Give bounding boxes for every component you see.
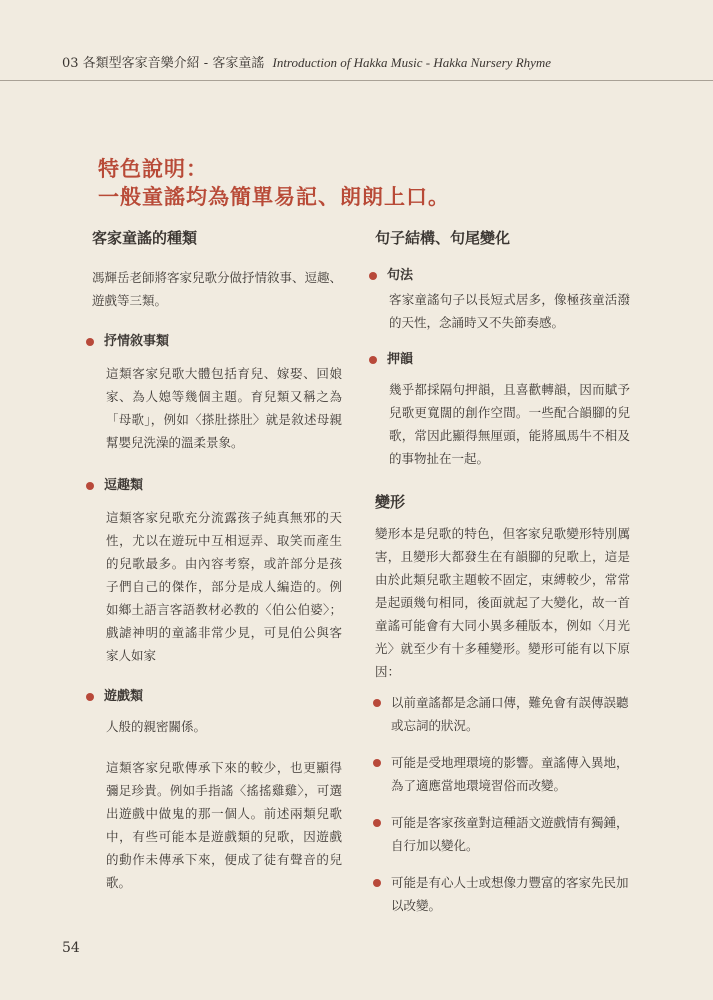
section-title-variation: 變形 xyxy=(375,493,406,511)
item-title: 逗趣類 xyxy=(92,476,342,496)
variation-text: 變形本是兒歌的特色，但客家兒歌變形特別厲害，且變形大都發生在有韻腳的兒歌上，這是由於此類兒歌主題較不固定，束縛較少，常常是起頭幾句相同，後面就起了大變化，故一首童謠可能會有大同小異多種版本，例如〈月光光〉就至少有十多種變形。變形可能有以下原因： xyxy=(375,526,630,679)
type-item xyxy=(92,687,342,894)
page-header xyxy=(0,0,713,81)
left-column xyxy=(92,228,342,894)
bullet-dot-icon xyxy=(373,699,381,707)
structure-item xyxy=(375,266,630,334)
item-title: 句法 xyxy=(375,266,630,286)
item-text-continued: 人般的親密關係。 xyxy=(106,719,207,734)
feature-summary: 一般童謠均為簡單易記、朗朗上口。 xyxy=(98,184,450,209)
item-title: 押韻 xyxy=(375,350,630,370)
feature-label: 特色說明： xyxy=(98,156,208,181)
reason-item: 可能是有心人士或想像力豐富的客家先民加以改變。 xyxy=(375,871,630,917)
item-text: 客家童謠句子以長短式居多，像極孩童活潑的天性，念誦時又不失節奏感。 xyxy=(389,292,630,330)
item-text: 幾乎都採隔句押韻，且喜歡轉韻，因而賦予兒歌更寬闊的創作空間。一些配合韻腳的兒歌，常因此顯得無厘頭，能將風馬牛不相及的事物扯在一起。 xyxy=(389,382,630,466)
page-number: 54 xyxy=(62,940,80,956)
item-title: 遊戲類 xyxy=(92,687,342,707)
reason-item: 以前童謠都是念誦口傳，難免會有誤傳誤聽或忘詞的狀況。 xyxy=(375,691,630,737)
bullet-dot-icon xyxy=(86,482,94,490)
type-item xyxy=(92,332,342,454)
right-column xyxy=(375,228,630,917)
running-head xyxy=(62,52,551,71)
item-title: 抒情敘事類 xyxy=(92,332,342,352)
feature-heading xyxy=(98,155,450,211)
chapter-title: 03 各類型客家音樂介紹 - 客家童謠 xyxy=(62,56,265,71)
bullet-dot-icon xyxy=(86,338,94,346)
item-text: 這類客家兒歌傳承下來的較少，也更顯得彌足珍貴。例如手指謠〈搖搖雞雞〉，可選出遊戲中做鬼的那一個人。前述兩類兒歌中，有些可能本是遊戲類的兒歌，因遊戲的動作未傳承下來，便成了徒有聲音的兒歌。 xyxy=(106,760,342,890)
types-intro: 馮輝岳老師將客家兒歌分做抒情敘事、逗趣、遊戲等三類。 xyxy=(92,270,343,308)
item-text: 這類客家兒歌充分流露孩子純真無邪的天性，尤以在遊玩中互相逗弄、取笑而產生的兒歌最多。由內容考察，或許部分是孩子們自己的傑作，部分是成人編造的。例如鄉土語言客語教材必教的〈伯公伯婆〉；戲謔神明的童謠非常少見，可見伯公與客家人如家 xyxy=(106,510,342,663)
bullet-dot-icon xyxy=(373,759,381,767)
reason-list xyxy=(375,691,630,917)
bullet-dot-icon xyxy=(369,272,377,280)
section-title-structure: 句子結構、句尾變化 xyxy=(375,229,511,247)
chapter-title-english: Introduction of Hakka Music - Hakka Nursery Rhyme xyxy=(272,55,552,70)
reason-item: 可能是客家孩童對這種語文遊戲情有獨鍾，自行加以變化。 xyxy=(375,811,630,857)
reason-item: 可能是受地理環境的影響。童謠傳入異地，為了適應當地環境習俗而改變。 xyxy=(375,751,630,797)
bullet-dot-icon xyxy=(373,819,381,827)
item-text: 這類客家兒歌大體包括育兒、嫁娶、回娘家、為人媳等幾個主題。育兒類又稱之為「母歌」，例如〈搽肚搽肚〉就是敘述母親幫嬰兒洗澡的溫柔景象。 xyxy=(106,366,342,450)
structure-item xyxy=(375,350,630,470)
bullet-dot-icon xyxy=(373,879,381,887)
section-title-types: 客家童謠的種類 xyxy=(92,229,198,247)
type-item xyxy=(92,476,342,667)
bullet-dot-icon xyxy=(86,693,94,701)
bullet-dot-icon xyxy=(369,356,377,364)
